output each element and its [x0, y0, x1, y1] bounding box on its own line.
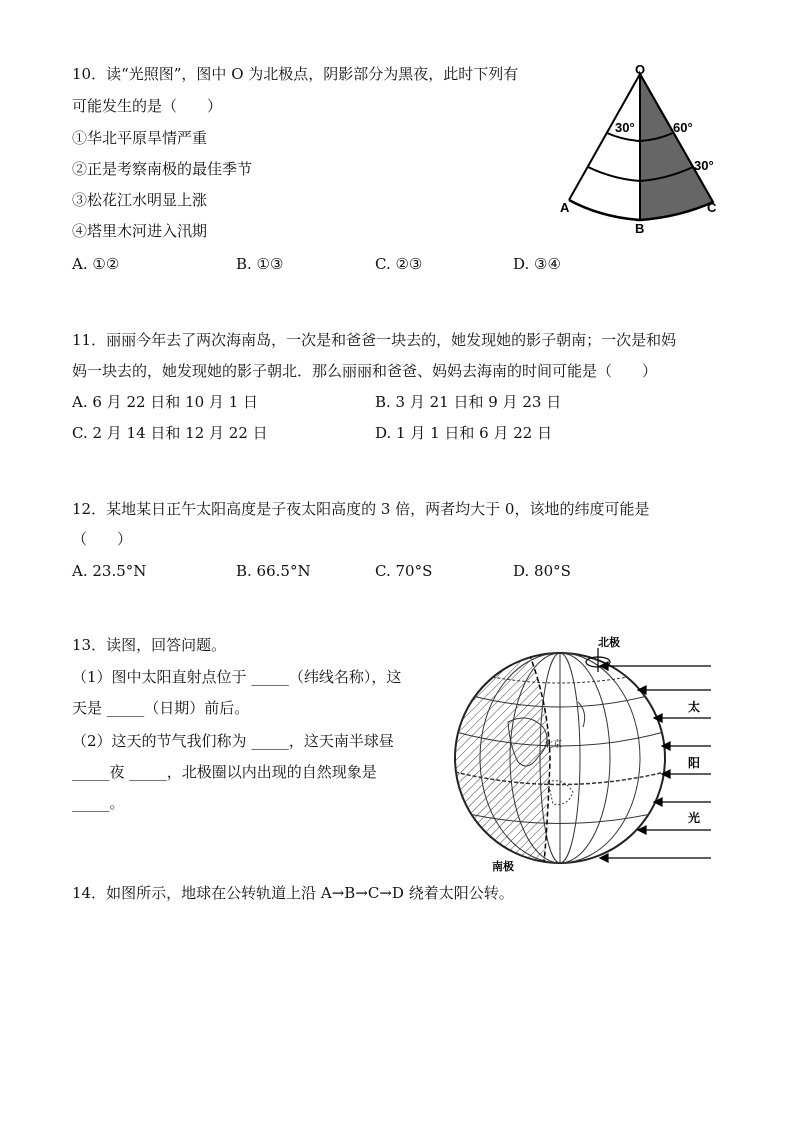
q11-option-c: C. 2 月 14 日和 12 月 22 日 — [72, 424, 268, 442]
q10-label-b: B — [635, 221, 645, 235]
q10-item-2: ②正是考察南极的最佳季节 — [72, 160, 253, 178]
q10-angle-30-right: 30° — [694, 158, 714, 173]
q13-line3: （2）这天的节气我们称为 _____，这天南半球昼 — [72, 732, 394, 750]
q10-stem-line1: 10．读“光照图”，图中 O 为北极点，阴影部分为黑夜，此时下列有 — [72, 65, 519, 83]
q10-option-c: C. ②③ — [375, 255, 423, 273]
q13-line1: （1）图中太阳直射点位于 _____（纬线名称），这 — [72, 668, 402, 686]
q10-option-a: A. ①② — [72, 255, 120, 273]
q10-angle-30-left: 30° — [615, 120, 635, 135]
q13-line4: _____夜 _____，北极圈以内出现的自然现象是 — [72, 763, 377, 781]
q10-item-3: ③松花江水明显上涨 — [72, 191, 208, 209]
q11-option-a: A. 6 月 22 日和 10 月 1 日 — [72, 393, 259, 411]
q10-angle-60: 60° — [673, 120, 693, 135]
q11-option-d: D. 1 月 1 日和 6 月 22 日 — [375, 424, 553, 442]
q12-stem-line2: （ ） — [72, 530, 133, 548]
q11-option-b: B. 3 月 21 日和 9 月 23 日 — [375, 393, 562, 411]
q10-stem-line2: 可能发生的是（ ） — [72, 97, 223, 115]
q10-item-4: ④塔里木河进入汛期 — [72, 222, 208, 240]
q12-option-c: C. 70°S — [375, 562, 433, 580]
q10-label-c: C — [707, 200, 717, 215]
q12-stem-line1: 12．某地某日正午太阳高度是子夜太阳高度的 3 倍，两者均大于 0，该地的纬度可能是 — [72, 500, 650, 518]
q13-label-beijing: 北京 — [544, 739, 563, 749]
q11-stem-line1: 11．丽丽今年去了两次海南岛，一次是和爸爸一块去的，她发现她的影子朝南；一次是和妈 — [72, 331, 677, 349]
q13-sun-char-2: 阳 — [688, 756, 701, 770]
q11-stem-line2: 妈一块去的，她发现她的影子朝北．那么丽丽和爸爸、妈妈去海南的时间可能是（ ） — [72, 362, 658, 380]
q10-illumination-figure — [555, 60, 730, 235]
q13-label-north-pole: 北极 — [598, 637, 620, 649]
q10-label-o: O — [635, 62, 646, 77]
q14-stem: 14．如图所示，地球在公转轨道上沿 A→B→C→D 绕着太阳公转。 — [72, 884, 514, 902]
q10-option-b: B. ①③ — [236, 255, 284, 273]
q13-sun-char-1: 太 — [688, 700, 701, 714]
q12-option-b: B. 66.5°N — [236, 562, 311, 580]
q13-title: 13．读图，回答问题。 — [72, 636, 227, 654]
q10-label-a: A — [560, 200, 570, 215]
q12-option-d: D. 80°S — [513, 562, 571, 580]
q13-globe-figure — [448, 632, 718, 874]
q12-option-a: A. 23.5°N — [72, 562, 147, 580]
q13-line2: 天是 _____（日期）前后。 — [72, 699, 250, 717]
q13-label-south-pole: 南极 — [492, 861, 514, 873]
q13-sun-char-3: 光 — [688, 811, 701, 825]
q10-item-1: ①华北平原旱情严重 — [72, 129, 208, 147]
q10-option-d: D. ③④ — [513, 255, 561, 273]
q13-line5: _____。 — [72, 794, 125, 812]
